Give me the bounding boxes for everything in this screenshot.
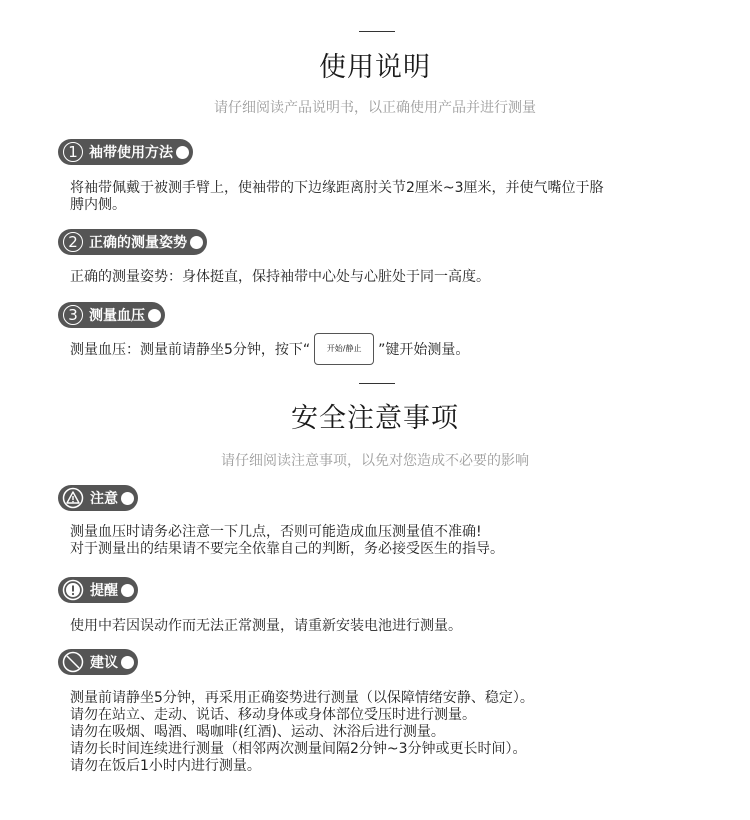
step-3-text-before: 测量血压：测量前请静坐5分钟，按下“ (70, 342, 311, 358)
step-2-heading (58, 229, 207, 255)
section-divider (359, 383, 395, 384)
step-1-label: 袖带使用方法 (89, 145, 173, 161)
warning-triangle-icon (62, 487, 84, 509)
instructions-title: 使用说明 (319, 52, 431, 83)
step-3-text-after: ”键开始测量。 (378, 342, 470, 358)
text-line (70, 342, 710, 359)
step-3-heading (58, 302, 165, 328)
dot-icon (176, 146, 189, 159)
text-line: 对于测量出的结果请不要完全依靠自己的判断，务必接受医生的指导。 (70, 541, 504, 557)
exclamation-circle-icon (62, 579, 84, 601)
instructions-subtitle: 请仔细阅读产品说明书，以正确使用产品并进行测量 (214, 100, 536, 116)
text-line: 请勿在站立、走动、说话、移动身体或身体部位受压时进行测量。 (70, 707, 476, 723)
step-number-badge: 3 (63, 305, 83, 325)
step-number-badge: 2 (63, 232, 83, 252)
step-1-heading (58, 139, 193, 165)
text-line: 请勿在吸烟、喝酒、喝咖啡(红酒)、运动、沐浴后进行测量。 (70, 724, 445, 740)
step-number-badge: 1 (63, 142, 83, 162)
suggestion-label: 建议 (90, 655, 118, 671)
dot-icon (121, 492, 134, 505)
step-3-text (70, 342, 710, 359)
dot-icon (121, 656, 134, 669)
notice-heading (58, 485, 138, 511)
notice-text (70, 524, 710, 558)
reminder-label: 提醒 (90, 583, 118, 599)
text-line: 请勿长时间连续进行测量（相邻两次测量间隔2分钟~3分钟或更长时间）。 (70, 741, 527, 757)
section-divider (359, 31, 395, 32)
text-line: 正确的测量姿势：身体挺直，保持袖带中心处与心脏处于同一高度。 (70, 269, 490, 285)
prohibited-circle-icon (62, 651, 84, 673)
text-line: 膊内侧。 (70, 197, 126, 213)
safety-subtitle: 请仔细阅读注意事项，以免对您造成不必要的影响 (221, 453, 529, 469)
step-2-label: 正确的测量姿势 (89, 235, 187, 251)
text-line: 请勿在饭后1小时内进行测量。 (70, 758, 261, 774)
safety-title: 安全注意事项 (291, 403, 459, 434)
text-line: 测量血压时请务必注意一下几点，否则可能造成血压测量值不准确! (70, 524, 482, 540)
step-1-text (70, 180, 710, 214)
suggestion-heading (58, 649, 138, 675)
reminder-text (70, 618, 710, 635)
dot-icon (190, 236, 203, 249)
notice-label: 注意 (90, 491, 118, 507)
step-3-label: 测量血压 (89, 308, 145, 324)
reminder-heading (58, 577, 138, 603)
start-stop-key-illustration: 开始/静止 (314, 333, 374, 365)
text-line: 使用中若因误动作而无法正常测量，请重新安装电池进行测量。 (70, 618, 462, 634)
dot-icon (121, 584, 134, 597)
text-line: 测量前请静坐5分钟，再采用正确姿势进行测量（以保障情绪安静、稳定）。 (70, 690, 534, 706)
text-line: 将袖带佩戴于被测手臂上，使袖带的下边缘距离肘关节2厘米~3厘米，并使气嘴位于胳 (70, 180, 604, 196)
step-2-text (70, 269, 710, 286)
suggestion-text (70, 690, 710, 775)
dot-icon (148, 309, 161, 322)
